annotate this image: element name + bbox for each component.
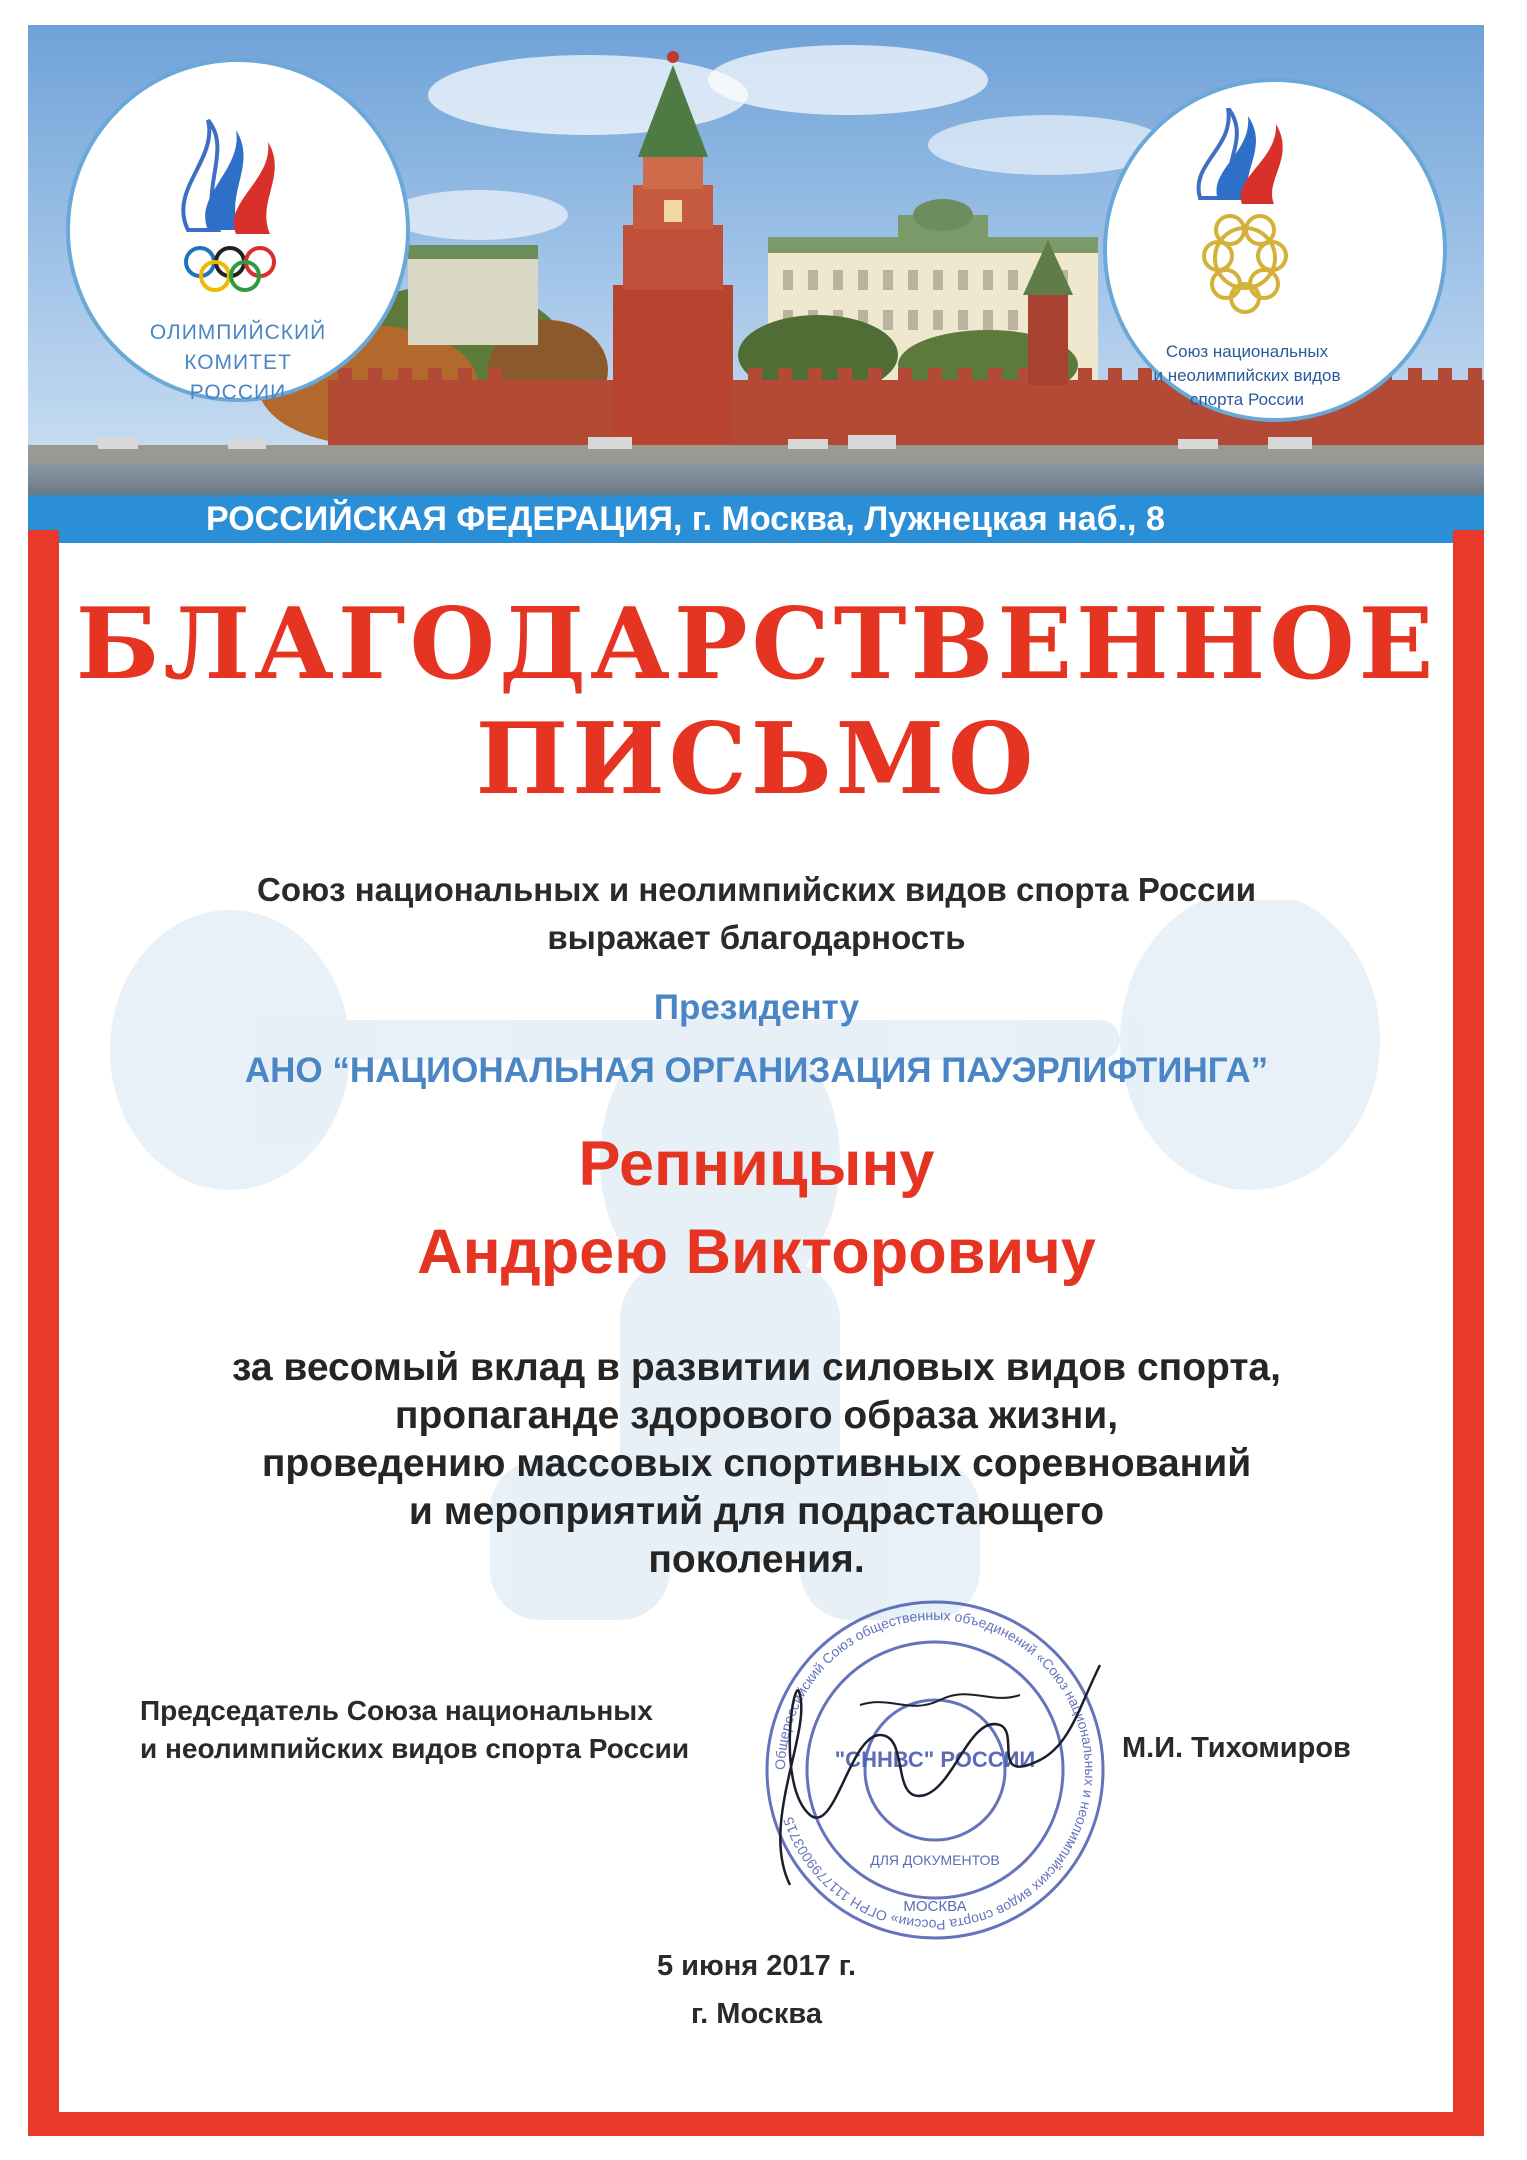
olympic-committee-label: ОЛИМПИЙСКИЙ КОМИТЕТ РОССИИ (149, 321, 327, 404)
reason-line: поколения. (648, 1538, 865, 1581)
document-title-line1: БЛАГОДАРСТВЕННОЕ (75, 587, 1438, 702)
recipient-position: Президенту (653, 988, 860, 1027)
reason-line: пропаганде здорового образа жизни, (394, 1394, 1119, 1437)
stamp-center-text: "СННВС" РОССИИ (834, 1747, 1036, 1772)
recipient-given-names: Андрею Викторовичу (417, 1217, 1096, 1287)
official-stamp (740, 1585, 1130, 1955)
document-title-line2: ПИСЬМО (475, 702, 1038, 817)
recipient-surname: Репницыну (578, 1129, 935, 1199)
issue-date: 5 июня 2017 г. (656, 1950, 857, 1982)
frame-bottom (28, 2112, 1484, 2136)
stamp-city-text: МОСКВА (903, 1898, 967, 1915)
issuer-statement (60, 866, 1453, 962)
issuer-line2: выражает благодарность (547, 919, 966, 956)
frame-right (1453, 530, 1484, 2132)
issuer-line1: Союз национальных и неолимпийских видов спорта России (256, 871, 1257, 908)
reason-line: проведению массовых спортивных соревнований (261, 1442, 1252, 1485)
issue-city: г. Москва (691, 1998, 822, 2030)
stamp-sub-text: ДЛЯ ДОКУМЕНТОВ (870, 1852, 1000, 1868)
union-sports-logo (1190, 108, 1310, 338)
reason-line: и мероприятий для подрастающего (408, 1490, 1105, 1533)
stamp-ring-text: Общероссийский Союз общественных объединений «Союз национальных и неолимпийских видов спорта России» ОГРН 1117799003715 (771, 1606, 1099, 1934)
signer-name: М.И. Тихомиров (1122, 1732, 1351, 1764)
frame-left (28, 530, 59, 2132)
reason-line: за весомый вклад в развитии силовых видов спорта, (232, 1346, 1281, 1389)
chairman-title-line2: и неолимпийских видов спорта России (140, 1733, 690, 1764)
address-banner: РОССИЙСКАЯ ФЕДЕРАЦИЯ, г. Москва, Лужнецкая наб., 8 (28, 495, 1484, 543)
recipient-name (60, 1120, 1453, 1296)
recipient-organization: АНО “НАЦИОНАЛЬНАЯ ОРГАНИЗАЦИЯ ПАУЭРЛИФТИНГА” (244, 1051, 1269, 1090)
gratitude-reason (60, 1344, 1453, 1584)
chairman-title-line1: Председатель Союза национальных (140, 1695, 653, 1726)
chairman-title (140, 1692, 689, 1768)
union-sports-label: Союз национальных и неолимпийских видов спорта России (1153, 342, 1341, 409)
olympic-committee-logo (148, 110, 328, 320)
